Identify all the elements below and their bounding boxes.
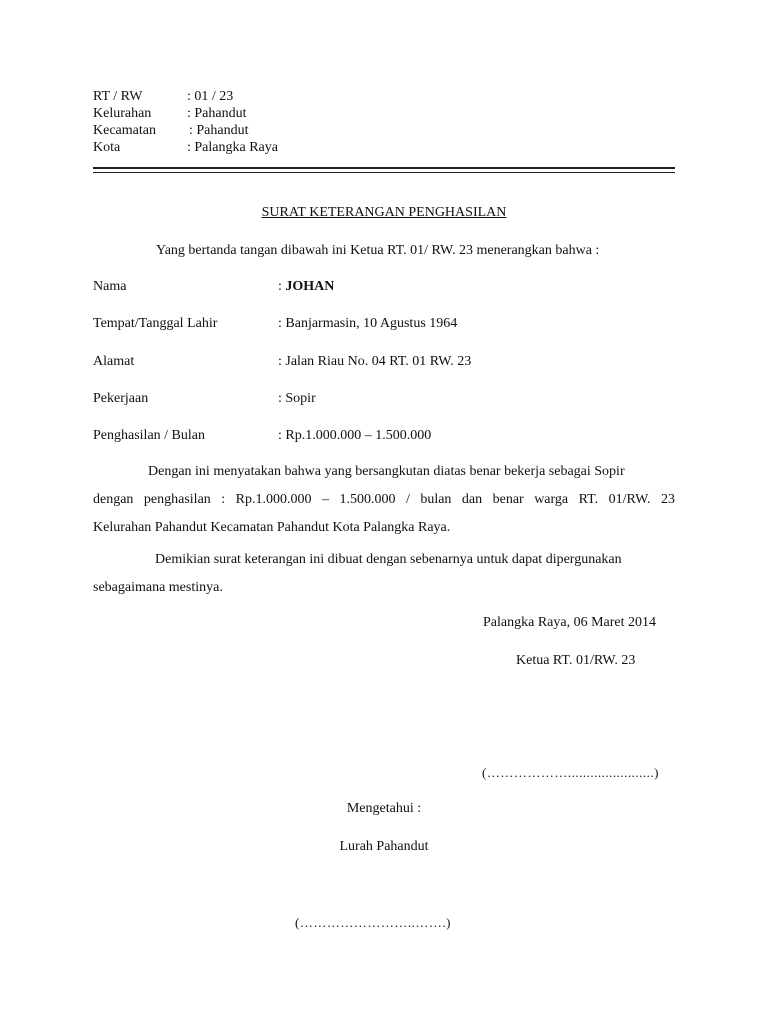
header-value: : Pahandut xyxy=(189,123,249,138)
header-label: Kelurahan xyxy=(93,106,152,121)
header-value: : Pahandut xyxy=(187,106,247,121)
field-colon: : xyxy=(278,279,286,294)
closing-line: sebagaimana mestinya. xyxy=(93,580,223,595)
intro-text: Yang bertanda tangan dibawah ini Ketua RT. 01/ RW. 23 menerangkan bahwa : xyxy=(156,243,600,258)
header-divider-thick xyxy=(93,167,675,169)
header-kota xyxy=(93,139,393,156)
lurah-signature-blank: (……………………..…….) xyxy=(295,915,451,930)
header-kelurahan xyxy=(93,105,393,122)
field-value: : Jalan Riau No. 04 RT. 01 RW. 23 xyxy=(278,354,472,369)
signer-signature-blank: (……………….......................) xyxy=(482,765,659,780)
field-name-value: JOHAN xyxy=(285,279,335,294)
field-pekerjaan xyxy=(93,390,675,408)
field-value: : Banjarmasin, 10 Agustus 1964 xyxy=(278,316,458,331)
closing-paragraph xyxy=(93,546,675,602)
place-date: Palangka Raya, 06 Maret 2014 xyxy=(483,615,657,630)
field-value xyxy=(278,278,334,296)
field-nama xyxy=(93,278,675,296)
header-label: Kecamatan xyxy=(93,123,156,138)
header-label: Kota xyxy=(93,140,121,155)
statement-line: dengan penghasilan : Rp.1.000.000 – 1.500.000 / bulan dan benar warga RT. 01/RW. 23 xyxy=(93,492,675,507)
acknowledge-label: Mengetahui : xyxy=(346,801,422,816)
statement-line: Dengan ini menyatakan bahwa yang bersangkutan diatas benar bekerja sebagai Sopir xyxy=(148,464,625,479)
lurah-title: Lurah Pahandut xyxy=(339,839,429,854)
field-alamat xyxy=(93,353,675,371)
statement-paragraph xyxy=(93,458,675,542)
header-label: RT / RW xyxy=(93,89,143,104)
closing-line: Demikian surat keterangan ini dibuat dengan sebenarnya untuk dapat dipergunakan xyxy=(155,552,622,567)
field-value: : Sopir xyxy=(278,391,316,406)
header-value: : 01 / 23 xyxy=(187,89,234,104)
field-tempat-tanggal-lahir xyxy=(93,315,675,333)
field-label: Alamat xyxy=(93,354,135,369)
statement-line: Kelurahan Pahandut Kecamatan Pahandut Kota Palangka Raya. xyxy=(93,520,451,535)
header-divider-thin xyxy=(93,172,675,173)
field-label: Nama xyxy=(93,279,127,294)
field-penghasilan xyxy=(93,427,675,445)
signer-title: Ketua RT. 01/RW. 23 xyxy=(516,653,636,668)
header-rt-rw xyxy=(93,88,393,105)
field-value: : Rp.1.000.000 – 1.500.000 xyxy=(278,428,432,443)
header-value: : Palangka Raya xyxy=(187,140,278,155)
field-label: Tempat/Tanggal Lahir xyxy=(93,316,218,331)
field-label: Pekerjaan xyxy=(93,391,149,406)
document-title: SURAT KETERANGAN PENGHASILAN xyxy=(261,205,507,220)
header-kecamatan xyxy=(93,122,393,139)
field-label: Penghasilan / Bulan xyxy=(93,428,205,443)
